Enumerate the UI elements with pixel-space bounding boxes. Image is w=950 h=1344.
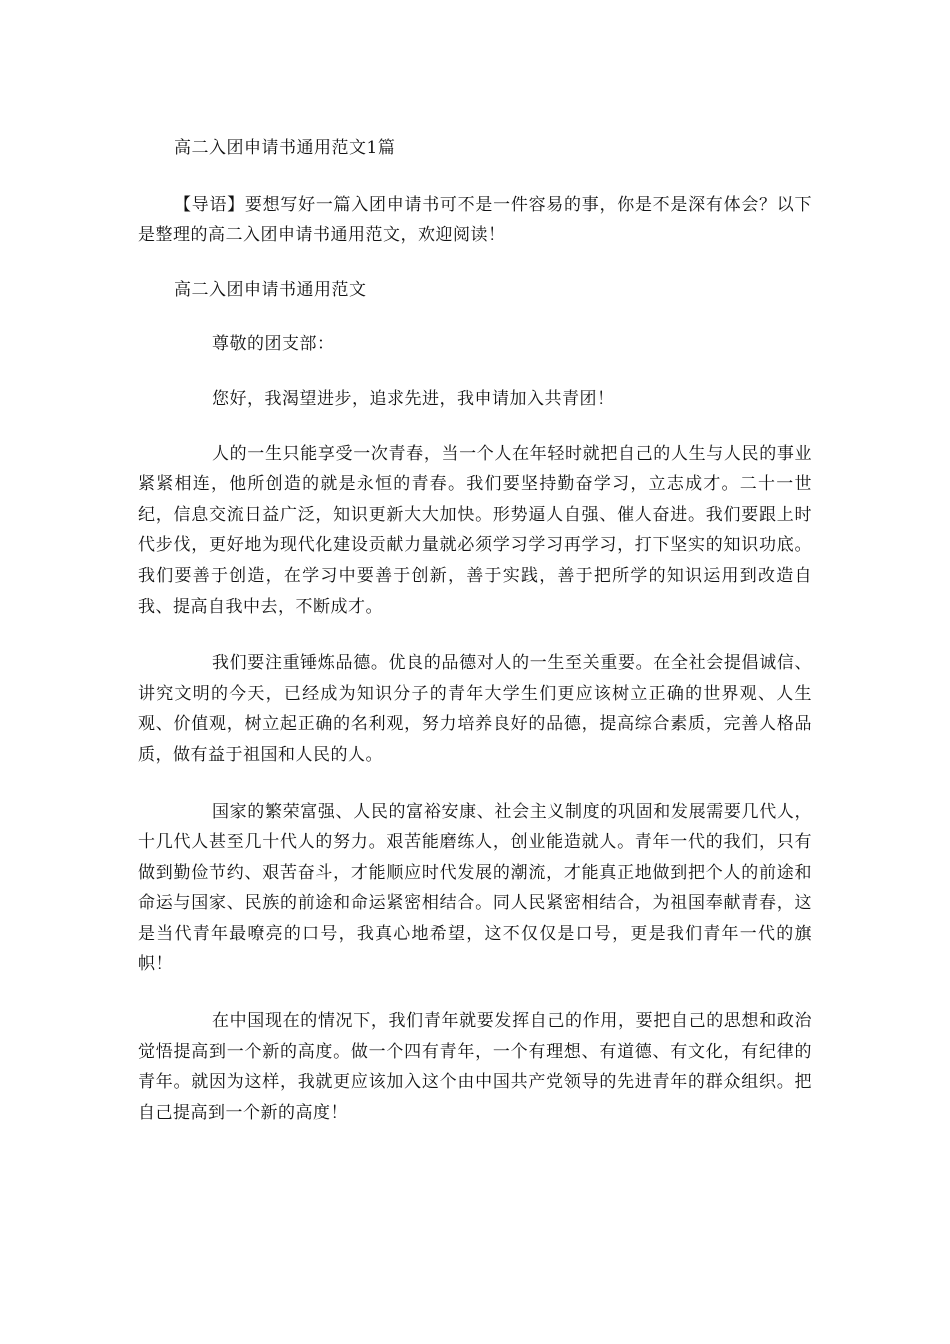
body-paragraph-3: 国家的繁荣富强、人民的富裕安康、社会主义制度的巩固和发展需要几代人，十几代人甚至几十代人的努力。艰苦能磨练人，创业能造就人。青年一代的我们，只有做到勤俭节约、艰苦奋斗，才能顺应时代发展的潮流，才能真正地做到把个人的前途和命运与国家、民族的前途和命运紧密相结合。同人民紧密相结合，为祖国奉献青春，这是当代青年最嘹亮的口号，我真心地希望，这不仅仅是口号，更是我们青年一代的旗帜！ <box>138 801 812 975</box>
document-title: 高二入团申请书通用范文1篇 <box>174 138 396 158</box>
document-body <box>138 133 812 1128</box>
intro-paragraph: 【导语】要想写好一篇入团申请书可不是一件容易的事，你是不是深有体会？以下是整理的高二入团申请书通用范文，欢迎阅读！ <box>138 194 812 246</box>
greeting: 您好，我渴望进步，追求先进，我申请加入共青团！ <box>212 388 615 409</box>
body-paragraph-2: 我们要注重锤炼品德。优良的品德对人的一生至关重要。在全社会提倡诚信、讲究文明的今天，已经成为知识分子的青年大学生们更应该树立正确的世界观、人生观、价值观，树立起正确的名利观，努力培养良好的品德，提高综合素质，完善人格品质，做有益于祖国和人民的人。 <box>138 653 812 765</box>
body-paragraph-1: 人的一生只能享受一次青春，当一个人在年轻时就把自己的人生与人民的事业紧紧相连，他所创造的就是永恒的青春。我们要坚持勤奋学习，立志成才。二十一世纪，信息交流日益广泛，知识更新大大加快。形势逼人自强、催人奋进。我们要跟上时代步伐，更好地为现代化建设贡献力量就必须学习学习再学习，打下坚实的知识功底。我们要善于创造，在学习中要善于创新，善于实践，善于把所学的知识运用到改造自我、提高自我中去，不断成才。 <box>138 443 812 617</box>
salutation: 尊敬的团支部： <box>212 334 335 355</box>
body-paragraph-4: 在中国现在的情况下，我们青年就要发挥自己的作用，要把自己的思想和政治觉悟提高到一个新的高度。做一个四有青年，一个有理想、有道德、有文化，有纪律的青年。就因为这样，我就更应该加入这个由中国共产党领导的先进青年的群众组织。把自己提高到一个新的高度！ <box>138 1011 812 1123</box>
section-subtitle: 高二入团申请书通用范文 <box>174 279 367 300</box>
